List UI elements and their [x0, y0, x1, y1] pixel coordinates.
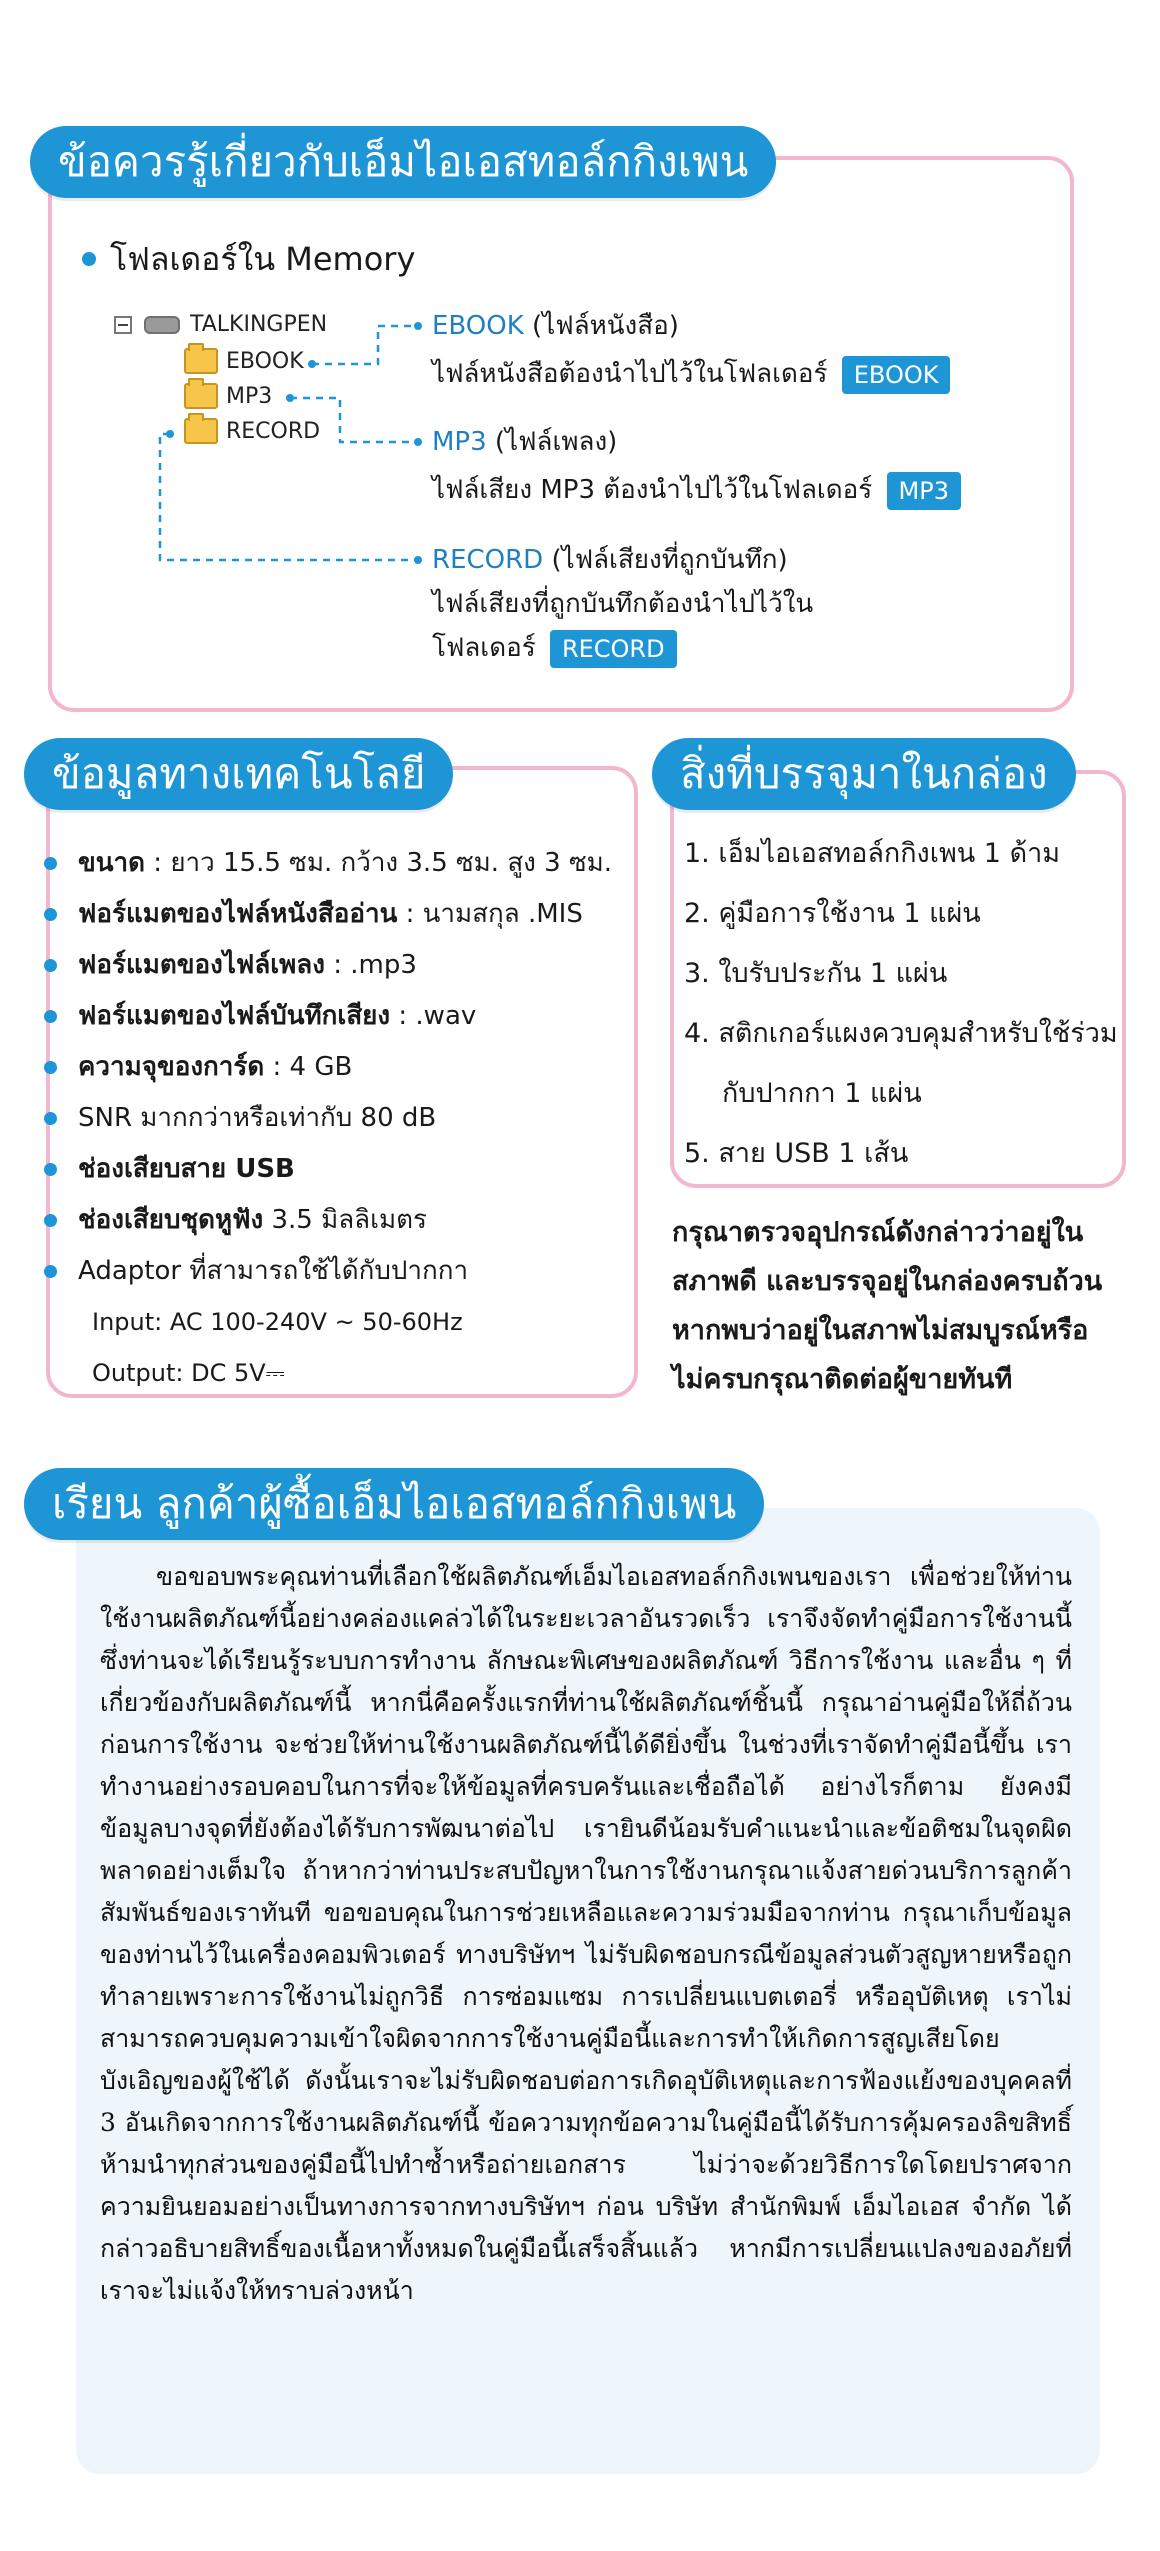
bullet-icon: [44, 1214, 57, 1227]
bullet-icon: [44, 908, 57, 921]
tech-row-snr: SNR มากกว่าหรือเท่ากับ 80 dB: [40, 1093, 640, 1144]
tech-list: [40, 838, 640, 1399]
box-list: [684, 824, 1118, 1184]
section-title-letter: เรียน ลูกค้าผู้ซื้อเอ็มไอเอสทอล์กกิงเพน: [24, 1468, 764, 1540]
mp3-suffix: (ไฟล์เพลง): [486, 427, 618, 457]
memory-heading: โฟลเดอร์ใน Memory: [110, 240, 416, 278]
ebook-description: [432, 304, 950, 396]
bullet-icon: [44, 959, 57, 972]
mp3-tag: MP3: [887, 472, 961, 510]
box-item: 1. เอ็มไอเอสทอล์กกิงเพน 1 ด้าม: [684, 838, 1061, 869]
tech-row-capacity: ความจุของการ์ด : 4 GB: [40, 1042, 640, 1093]
bullet-icon: [44, 1010, 57, 1023]
bullet-icon: [44, 1163, 57, 1176]
ebook-name: EBOOK: [432, 311, 524, 341]
record-tag: RECORD: [550, 630, 677, 668]
tech-output: Output: DC 5V⎓: [92, 1359, 285, 1387]
tech-row-music-format: ฟอร์แมตของไฟล์เพลง : .mp3: [40, 940, 640, 991]
ebook-line: ไฟล์หนังสือต้องนำไปไว้ในโฟลเดอร์: [432, 359, 828, 389]
section-title-memory: ข้อควรรู้เกี่ยวกับเอ็มไอเอสทอล์กกิงเพน: [30, 126, 776, 198]
record-line1: ไฟล์เสียงที่ถูกบันทึกต้องนำไปไว้ใน: [432, 589, 814, 619]
bullet-icon: [44, 1112, 57, 1125]
ebook-tag: EBOOK: [842, 356, 951, 394]
box-item: 4. สติกเกอร์แผงควบคุมสำหรับใช้ร่วม: [684, 1018, 1118, 1049]
ebook-suffix: (ไฟล์หนังสือ): [523, 311, 679, 341]
record-description: [432, 538, 813, 670]
bullet-icon: [44, 857, 57, 870]
tech-row-usb: ช่องเสียบสาย USB: [40, 1144, 640, 1195]
box-item: กับปากกา 1 แผ่น: [722, 1078, 922, 1109]
section-title-tech: ข้อมูลทางเทคโนโลยี: [24, 738, 453, 810]
tech-row-size: ขนาด : ยาว 15.5 ซม. กว้าง 3.5 ซม. สูง 3 ซม.: [40, 838, 640, 889]
bullet-icon: [44, 1265, 57, 1278]
mp3-description: [432, 420, 961, 512]
tech-row-headphone: ช่องเสียบชุดหูฟัง 3.5 มิลลิเมตร: [40, 1195, 640, 1246]
box-item: 5. สาย USB 1 เส้น: [684, 1138, 909, 1169]
tree-root-label: TALKINGPEN: [190, 312, 328, 337]
tree-folder-label: RECORD: [226, 418, 321, 444]
bullet-icon: [44, 1061, 57, 1074]
record-line2: โฟลเดอร์: [432, 633, 536, 663]
tree-folder-label: MP3: [226, 383, 273, 409]
box-item: 2. คู่มือการใช้งาน 1 แผ่น: [684, 898, 981, 929]
record-suffix: (ไฟล์เสียงที่ถูกบันทึก): [543, 545, 788, 575]
tech-row-book-format: ฟอร์แมตของไฟล์หนังสืออ่าน : นามสกุล .MIS: [40, 889, 640, 940]
box-note: กรุณาตรวจอุปกรณ์ดังกล่าวว่าอยู่ใน สภาพดี และบรรจุอยู่ในกล่องครบถ้วน หากพบว่าอยู่ในสภาพไม่สมบูรณ์หรือ ไม่ครบกรุณาติดต่อผู้ขายทันที: [672, 1217, 1103, 1395]
tech-row-adaptor: Adaptor ที่สามารถใช้ได้กับปากกา: [40, 1246, 640, 1297]
mp3-line: ไฟล์เสียง MP3 ต้องนำไปไว้ในโฟลเดอร์: [432, 475, 873, 505]
box-item: 3. ใบรับประกัน 1 แผ่น: [684, 958, 948, 989]
tree-folder-label: EBOOK: [226, 348, 304, 374]
record-name: RECORD: [432, 545, 544, 575]
tech-input: Input: AC 100-240V ~ 50-60Hz: [92, 1308, 463, 1336]
mp3-name: MP3: [432, 427, 487, 457]
letter-body: ขอขอบพระคุณท่านที่เลือกใช้ผลิตภัณฑ์เอ็มไอเอสทอล์กกิงเพนของเรา เพื่อช่วยให้ท่านใช้งานผลิตภัณฑ์นี้อย่างคล่องแคล่วได้ในระยะเวลาอันรวดเร็ว เราจึงจัดทำคู่มือการใช้งานนี้ ซึ่งท่านจะได้เรียนรู้ระบบการทำงาน ลักษณะพิเศษของผลิตภัณฑ์ วิธีการใช้งาน และอื่น ๆ ที่เกี่ยวข้องกับผลิตภัณฑ์นี้ หากนี่คือครั้งแรกที่ท่านใช้ผลิตภัณฑ์ชิ้นนี้ กรุณาอ่านคู่มือให้ถี่ถ้วนก่อนการใช้งาน จะช่วยให้ท่านใช้งานผลิตภัณฑ์นี้ได้ดียิ่งขึ้น ในช่วงที่เราจัดทำคู่มือนี้ขึ้น เราทำงานอย่างรอบคอบในการที่จะให้ข้อมูลที่ครบครันและเชื่อถือได้ อย่างไรก็ตาม ยังคงมีข้อมูลบางจุดที่ยังต้องได้รับการพัฒนาต่อไป เรายินดีน้อมรับคำแนะนำและข้อติชมในจุดผิดพลาดอย่างเต็มใจ ถ้าหากว่าท่านประสบปัญหาในการใช้งานกรุณาแจ้งสายด่วนบริการลูกค้าสัมพันธ์ของเราทันที ขอขอบคุณในการช่วยเหลือและความร่วมมือจากท่าน กรุณาเก็บข้อมูลของท่านไว้ในเครื่องคอมพิวเตอร์ ทางบริษัทฯ ไม่รับผิดชอบกรณีข้อมูลส่วนตัวสูญหายหรือถูกทำลายเพราะการใช้งานไม่ถูกวิธี การซ่อมแซม การเปลี่ยนแบตเตอรี่ หรืออุบัติเหตุ เราไม่สามารถควบคุมความเข้าใจผิดจากการใช้งานคู่มือนี้และการทำให้เกิดการสูญเสียโดยบังเอิญของผู้ใช้ได้ ดังนั้นเราจะไม่รับผิดชอบต่อการเกิดอุบัติเหตุและการฟ้องแย้งของบุคคลที่ 3 อันเกิดจากการใช้งานผลิตภัณฑ์นี้ ข้อความทุกข้อความในคู่มือนี้ได้รับการคุ้มครองลิขสิทธิ์ ห้ามนำทุกส่วนของคู่มือนี้ไปทำซ้ำหรือถ่ายเอกสาร ไม่ว่าจะด้วยวิธีการใดโดยปราศจากความยินยอมอย่างเป็นทางการจากทางบริษัทฯ ก่อน บริษัท สำนักพิมพ์ เอ็มไอเอส จำกัด ได้กล่าวอธิบายสิทธิ์ของเนื้อหาทั้งหมดในคู่มือนี้เสร็จสิ้นแล้ว หากมีการเปลี่ยนแปลงของอภัยที่เราจะไม่แจ้งให้ทราบล่วงหน้า: [100, 1562, 1072, 2305]
tech-row-record-format: ฟอร์แมตของไฟล์บันทึกเสียง : .wav: [40, 991, 640, 1042]
section-title-box: สิ่งที่บรรจุมาในกล่อง: [652, 738, 1076, 810]
